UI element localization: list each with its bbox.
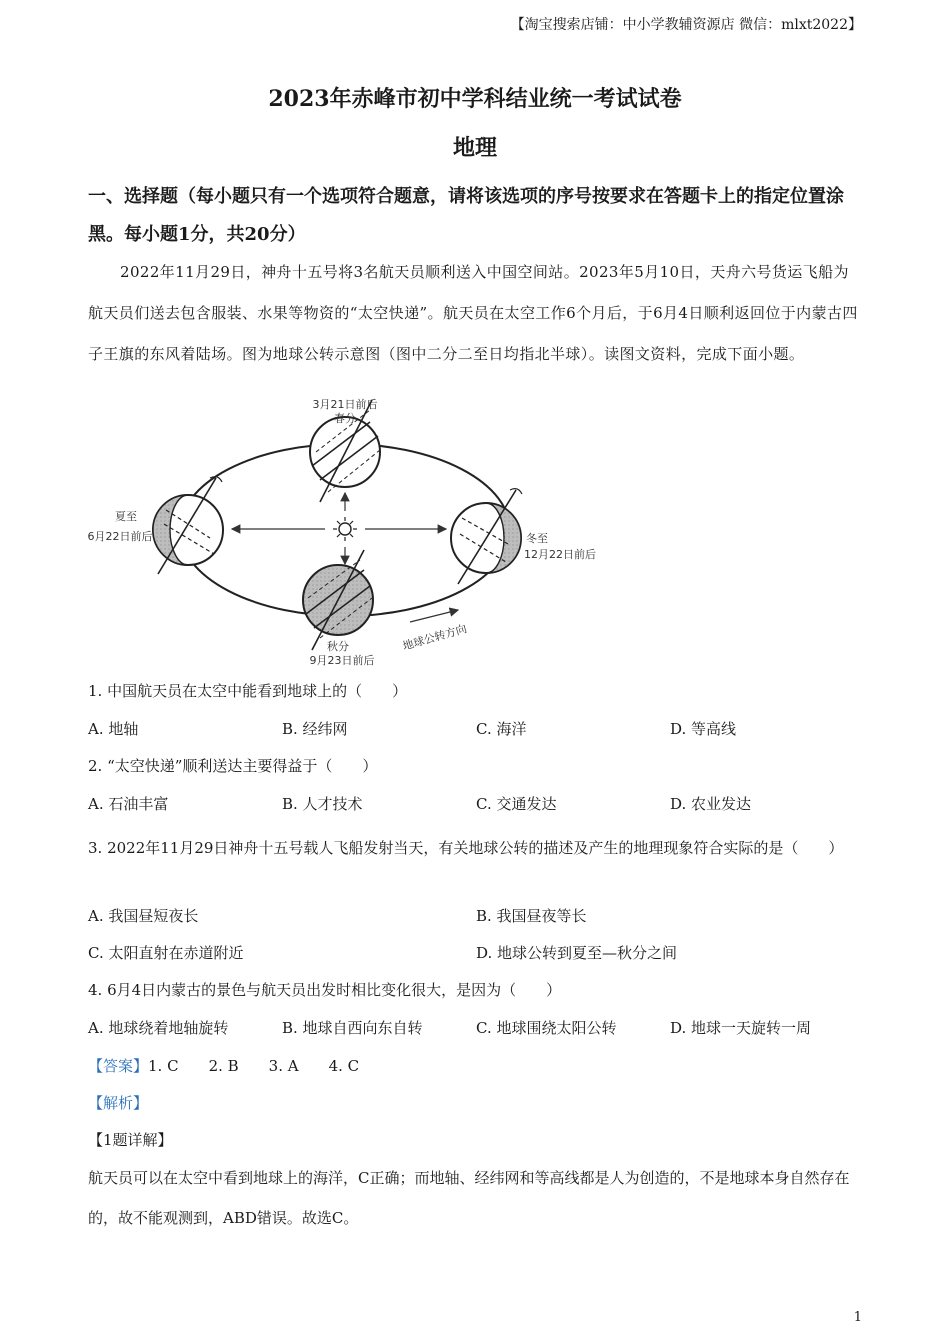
summer-name: 夏至 <box>115 510 137 523</box>
earth-revolution-diagram <box>80 392 620 674</box>
earth-winter-solstice <box>451 489 522 584</box>
q3-option-a: A. 我国昼短夜长 <box>88 907 199 925</box>
q1-option-b: B. 经纬网 <box>282 720 348 738</box>
q3-option-d: D. 地球公转到夏至—秋分之间 <box>476 944 678 962</box>
subject-title: 地理 <box>452 135 497 161</box>
q1-option-a: A. 地轴 <box>88 720 139 738</box>
exam-title: 2023年赤峰市初中学科结业统一考试试卷 <box>268 86 682 112</box>
analysis-label: 【解析】 <box>88 1094 149 1112</box>
answer-label: 【答案】 <box>88 1057 149 1075</box>
section-heading: 一、选择题（每小题只有一个选项符合题意，请将该选项的序号按要求在答题卡上的指定位置涂黑。每小题1分，共20分） <box>88 186 844 245</box>
question-1-stem: 1. 中国航天员在太空中能看到地球上的（ ） <box>88 682 408 700</box>
detail-label: 【1题详解】 <box>88 1131 173 1149</box>
q2-option-b: B. 人才技术 <box>282 795 363 813</box>
earth-autumn-equinox <box>303 550 373 650</box>
q3-option-b: B. 我国昼夜等长 <box>476 907 587 925</box>
intro-paragraph: 2022年11月29日，神舟十五号将3名航天员顺利送入中国空间站。2023年5月10日，天舟六号货运飞船为航天员们送去包含服装、水果等物资的“太空快递”。航天员在太空工作6个月后，于6月4日顺利返回位于内蒙古四子王旗的东风着陆场。图为地球公转示意图（图中二分二至日均指北半球）。读图文资料，完成下面小题。 <box>88 263 858 363</box>
q4-option-a: A. 地球绕着地轴旋转 <box>88 1019 229 1037</box>
autumn-name: 秋分 <box>327 640 349 653</box>
direction-label: 地球公转方向 <box>401 622 469 653</box>
q3-option-c: C. 太阳直射在赤道附近 <box>88 944 244 962</box>
q1-option-d: D. 等高线 <box>670 720 737 738</box>
question-2-stem: 2. “太空快递”顺利送达主要得益于（ ） <box>88 757 378 775</box>
answer-line <box>88 1055 359 1076</box>
question-3-stem: 3. 2022年11月29日神舟十五号载人飞船发射当天，有关地球公转的描述及产生的地理现象符合实际的是（ ） <box>88 839 844 857</box>
sun-icon <box>333 517 357 541</box>
earth-summer-solstice <box>153 477 223 574</box>
winter-name: 冬至 <box>526 532 548 545</box>
header-note: 【淘宝搜索店铺：中小学教辅资源店 微信：mlxt2022】 <box>510 17 862 33</box>
q2-option-c: C. 交通发达 <box>476 795 557 813</box>
spring-name: 春分 <box>334 412 356 425</box>
detail-text: 航天员可以在太空中看到地球上的海洋，C正确；而地轴、经纬网和等高线都是人为创造的，不是地球本身自然存在的，故不能观测到，ABD错误。故选C。 <box>88 1169 850 1227</box>
spring-date: 3月21日前后 <box>312 398 378 411</box>
answer-text: 1. C 2. B 3. A 4. C <box>148 1057 360 1075</box>
summer-date: 6月22日前后 <box>87 530 153 543</box>
page-number: 1 <box>853 1310 862 1325</box>
q4-option-b: B. 地球自西向东自转 <box>282 1019 423 1037</box>
autumn-date: 9月23日前后 <box>309 654 375 667</box>
winter-date: 12月22日前后 <box>524 548 596 561</box>
q1-option-c: C. 海洋 <box>476 720 527 738</box>
q4-option-c: C. 地球围绕太阳公转 <box>476 1019 617 1037</box>
q4-option-d: D. 地球一天旋转一周 <box>670 1019 812 1037</box>
q2-option-d: D. 农业发达 <box>670 795 752 813</box>
question-4-stem: 4. 6月4日内蒙古的景色与航天员出发时相比变化很大，是因为（ ） <box>88 981 562 999</box>
q2-option-a: A. 石油丰富 <box>88 795 169 813</box>
